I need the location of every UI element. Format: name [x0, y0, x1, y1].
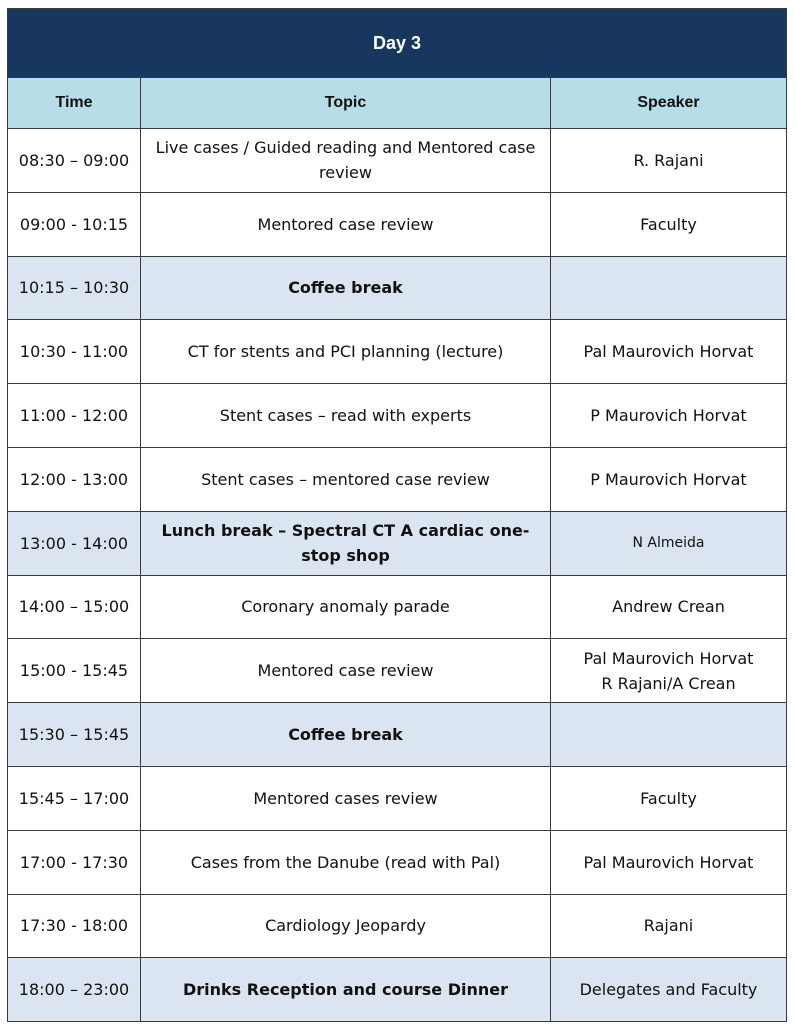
speaker-cell [551, 447, 787, 511]
topic-cell: CT for stents and PCI planning (lecture) [141, 320, 551, 384]
table-row [8, 511, 787, 575]
time-cell: 10:30 - 11:00 [8, 320, 141, 384]
speaker-cell [551, 320, 787, 384]
header-row [8, 78, 787, 129]
speaker-cell [551, 894, 787, 958]
topic-cell: Cardiology Jeopardy [141, 894, 551, 958]
speaker-cell [551, 830, 787, 894]
time-cell: 13:00 - 14:00 [8, 511, 141, 575]
time-cell: 12:00 - 13:00 [8, 447, 141, 511]
topic-cell: Mentored case review [141, 192, 551, 256]
table-row [8, 830, 787, 894]
speaker-cell [551, 256, 787, 320]
table-row [8, 320, 787, 384]
topic-cell: Stent cases – mentored case review [141, 447, 551, 511]
table-row [8, 639, 787, 703]
table-row [8, 703, 787, 767]
day-title: Day 3 [8, 9, 787, 78]
topic-cell: Coffee break [141, 256, 551, 320]
time-cell: 15:00 - 15:45 [8, 639, 141, 703]
schedule-table [7, 8, 787, 1022]
speaker-name: R. Rajani [633, 150, 704, 170]
speaker-cell [551, 129, 787, 193]
speaker-column-header: Speaker [551, 78, 787, 129]
table-row [8, 384, 787, 448]
speaker-name: R Rajani/A Crean [601, 673, 736, 693]
topic-cell: Mentored cases review [141, 766, 551, 830]
speaker-cell [551, 192, 787, 256]
time-cell: 15:45 – 17:00 [8, 766, 141, 830]
time-cell: 17:30 - 18:00 [8, 894, 141, 958]
speaker-name: P Maurovich Horvat [590, 406, 747, 426]
speaker-cell [551, 958, 787, 1022]
speaker-cell [551, 766, 787, 830]
topic-cell: Lunch break – Spectral CT A cardiac one-stop shop [141, 511, 551, 575]
speaker-name: Faculty [640, 214, 697, 234]
topic-cell: Live cases / Guided reading and Mentored case review [141, 129, 551, 193]
speaker-cell [551, 511, 787, 575]
speaker-name: Delegates and Faculty [579, 980, 758, 1000]
table-row [8, 256, 787, 320]
table-row [8, 192, 787, 256]
speaker-name: N Almeida [632, 534, 705, 551]
speaker-name: Pal Maurovich Horvat [583, 342, 754, 362]
time-column-header: Time [8, 78, 141, 129]
table-row [8, 958, 787, 1022]
time-cell: 18:00 – 23:00 [8, 958, 141, 1022]
time-cell: 15:30 – 15:45 [8, 703, 141, 767]
table-row [8, 447, 787, 511]
topic-cell: Coffee break [141, 703, 551, 767]
time-cell: 14:00 – 15:00 [8, 575, 141, 639]
time-cell: 08:30 – 09:00 [8, 129, 141, 193]
speaker-name: Andrew Crean [612, 597, 725, 617]
topic-cell: Drinks Reception and course Dinner [141, 958, 551, 1022]
topic-cell: Cases from the Danube (read with Pal) [141, 830, 551, 894]
speaker-cell [551, 703, 787, 767]
table-row [8, 129, 787, 193]
table-row [8, 766, 787, 830]
speaker-name: Rajani [643, 916, 694, 936]
speaker-name: Pal Maurovich Horvat [583, 648, 754, 668]
time-cell: 17:00 - 17:30 [8, 830, 141, 894]
table-row [8, 575, 787, 639]
speaker-cell [551, 384, 787, 448]
speaker-cell [551, 639, 787, 703]
speaker-name: Pal Maurovich Horvat [583, 852, 754, 872]
table-row [8, 894, 787, 958]
topic-cell: Stent cases – read with experts [141, 384, 551, 448]
speaker-cell [551, 575, 787, 639]
topic-column-header: Topic [141, 78, 551, 129]
speaker-name: P Maurovich Horvat [590, 469, 747, 489]
topic-cell: Coronary anomaly parade [141, 575, 551, 639]
time-cell: 11:00 - 12:00 [8, 384, 141, 448]
speaker-name: Faculty [640, 788, 697, 808]
time-cell: 10:15 – 10:30 [8, 256, 141, 320]
topic-cell: Mentored case review [141, 639, 551, 703]
time-cell: 09:00 - 10:15 [8, 192, 141, 256]
